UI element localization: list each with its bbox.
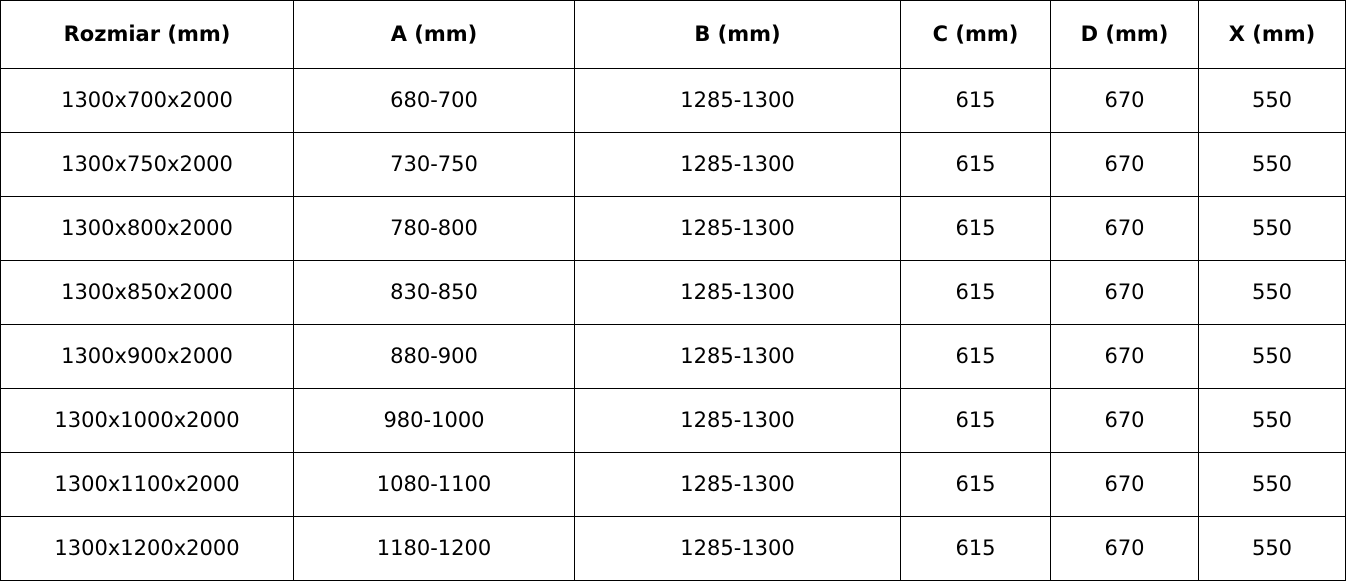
cell-d: 670 — [1051, 69, 1199, 133]
table-row — [1, 133, 1346, 197]
cell-rozmiar: 1300x1100x2000 — [1, 453, 294, 517]
cell-x: 550 — [1199, 133, 1346, 197]
column-header-rozmiar: Rozmiar (mm) — [1, 1, 294, 69]
table-row — [1, 453, 1346, 517]
column-header-a: A (mm) — [294, 1, 575, 69]
cell-rozmiar: 1300x750x2000 — [1, 133, 294, 197]
cell-b: 1285-1300 — [575, 325, 901, 389]
column-header-c: C (mm) — [901, 1, 1051, 69]
cell-c: 615 — [901, 453, 1051, 517]
table-header — [1, 1, 1346, 69]
table-row — [1, 197, 1346, 261]
cell-rozmiar: 1300x1000x2000 — [1, 389, 294, 453]
cell-rozmiar: 1300x700x2000 — [1, 69, 294, 133]
table-row — [1, 389, 1346, 453]
cell-a: 1180-1200 — [294, 517, 575, 581]
cell-d: 670 — [1051, 517, 1199, 581]
column-header-b: B (mm) — [575, 1, 901, 69]
cell-rozmiar: 1300x1200x2000 — [1, 517, 294, 581]
cell-c: 615 — [901, 389, 1051, 453]
cell-rozmiar: 1300x850x2000 — [1, 261, 294, 325]
cell-c: 615 — [901, 133, 1051, 197]
table-row — [1, 517, 1346, 581]
cell-a: 830-850 — [294, 261, 575, 325]
column-header-x: X (mm) — [1199, 1, 1346, 69]
cell-a: 730-750 — [294, 133, 575, 197]
cell-d: 670 — [1051, 453, 1199, 517]
cell-d: 670 — [1051, 261, 1199, 325]
cell-rozmiar: 1300x900x2000 — [1, 325, 294, 389]
cell-d: 670 — [1051, 133, 1199, 197]
cell-a: 980-1000 — [294, 389, 575, 453]
cell-b: 1285-1300 — [575, 133, 901, 197]
cell-x: 550 — [1199, 517, 1346, 581]
cell-x: 550 — [1199, 261, 1346, 325]
table-row — [1, 69, 1346, 133]
cell-b: 1285-1300 — [575, 261, 901, 325]
cell-c: 615 — [901, 517, 1051, 581]
cell-rozmiar: 1300x800x2000 — [1, 197, 294, 261]
cell-a: 780-800 — [294, 197, 575, 261]
cell-c: 615 — [901, 261, 1051, 325]
cell-b: 1285-1300 — [575, 69, 901, 133]
cell-a: 680-700 — [294, 69, 575, 133]
cell-c: 615 — [901, 325, 1051, 389]
cell-c: 615 — [901, 69, 1051, 133]
cell-d: 670 — [1051, 325, 1199, 389]
cell-x: 550 — [1199, 325, 1346, 389]
cell-b: 1285-1300 — [575, 197, 901, 261]
table-header-row — [1, 1, 1346, 69]
cell-a: 1080-1100 — [294, 453, 575, 517]
table-row — [1, 325, 1346, 389]
cell-d: 670 — [1051, 197, 1199, 261]
table-row — [1, 261, 1346, 325]
cell-x: 550 — [1199, 453, 1346, 517]
cell-b: 1285-1300 — [575, 517, 901, 581]
cell-x: 550 — [1199, 69, 1346, 133]
cell-b: 1285-1300 — [575, 389, 901, 453]
table-body — [1, 69, 1346, 581]
cell-c: 615 — [901, 197, 1051, 261]
cell-x: 550 — [1199, 197, 1346, 261]
column-header-d: D (mm) — [1051, 1, 1199, 69]
cell-x: 550 — [1199, 389, 1346, 453]
cell-b: 1285-1300 — [575, 453, 901, 517]
cell-d: 670 — [1051, 389, 1199, 453]
cell-a: 880-900 — [294, 325, 575, 389]
